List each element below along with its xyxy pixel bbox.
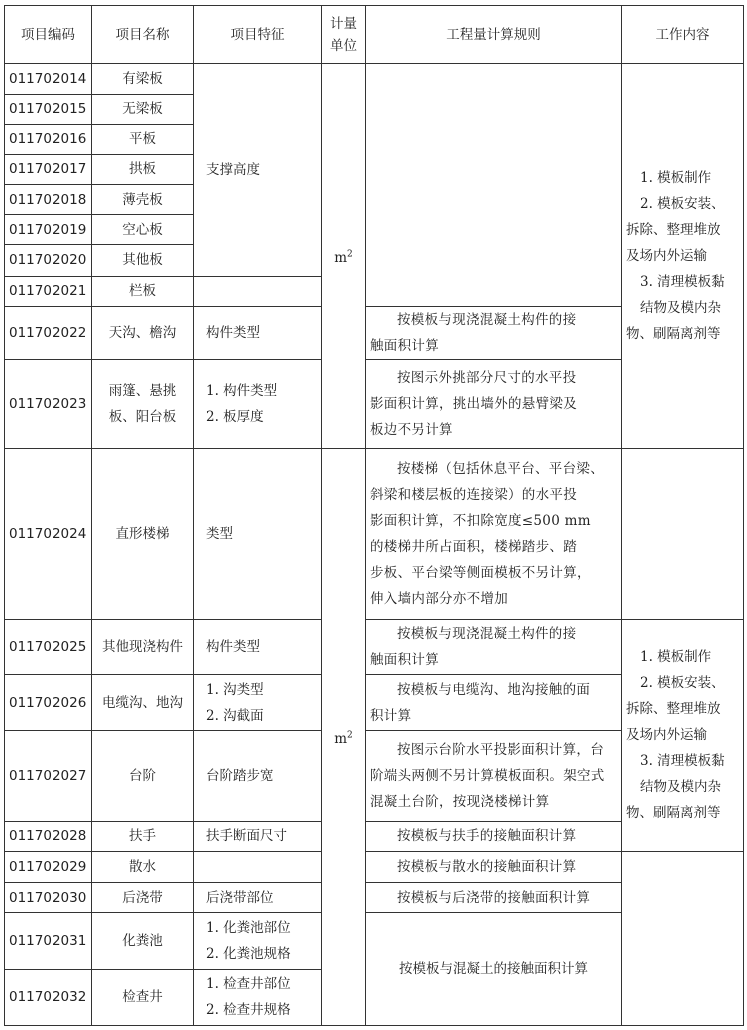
- item-code: 011702019: [5, 215, 92, 245]
- item-code: 011702024: [5, 448, 92, 619]
- item-code: 011702018: [5, 185, 92, 215]
- item-feature: 类型: [194, 448, 322, 619]
- item-name: 检查井: [92, 969, 194, 1025]
- table-row: [5, 64, 744, 94]
- work-content-line: 物、刷隔离剂等: [626, 805, 721, 822]
- item-code: 011702029: [5, 851, 92, 882]
- item-code: 011702028: [5, 821, 92, 851]
- header-unit-text: [326, 13, 361, 57]
- header-feature: 项目特征: [194, 6, 322, 64]
- work-content-line: 及场内外运输: [626, 727, 707, 744]
- rule-line: 阶端头两侧不另计算模板面积。架空式: [370, 767, 605, 784]
- rule-line: 斜梁和楼层板的连接梁）的水平投: [370, 486, 577, 503]
- work-content-line: 及场内外运输: [626, 247, 707, 264]
- work-content-line: 拆除、整理堆放: [626, 221, 721, 238]
- item-code: 011702030: [5, 883, 92, 913]
- work-empty: [622, 851, 744, 1025]
- work-empty: [622, 448, 744, 619]
- item-name: 台阶: [92, 731, 194, 822]
- item-name: 电缆沟、地沟: [92, 674, 194, 730]
- work-content-line: 2. 模板安装、: [640, 195, 725, 212]
- rule-text: [366, 448, 622, 619]
- rule-line: 板边不另计算: [370, 421, 453, 438]
- item-name: [92, 360, 194, 449]
- item-name: 无梁板: [92, 94, 194, 124]
- work-content-line: 1. 模板制作: [640, 649, 712, 666]
- rule-line: 按楼梯（包括休息平台、平台梁、: [397, 460, 604, 477]
- header-work: 工作内容: [622, 6, 744, 64]
- item-feature: [194, 360, 322, 449]
- rule-line: 按模板与散水的接触面积计算: [397, 858, 577, 875]
- work-content: [622, 619, 744, 851]
- rule-text: [366, 731, 622, 822]
- item-name: 后浇带: [92, 883, 194, 913]
- item-name: 薄壳板: [92, 185, 194, 215]
- feature-line: 2. 化粪池规格: [206, 945, 291, 962]
- rule-line: 按模板与电缆沟、地沟接触的面: [397, 681, 591, 698]
- item-code: 011702022: [5, 306, 92, 359]
- item-name: 平板: [92, 124, 194, 154]
- rule-line: 触面积计算: [370, 651, 439, 668]
- table-row: [5, 448, 744, 619]
- rule-line: 伸入墙内部分亦不增加: [370, 590, 508, 607]
- header-row: [5, 6, 744, 64]
- feature-line: 2. 沟截面: [206, 707, 264, 724]
- work-content-line: 3. 清理模板黏: [640, 273, 725, 290]
- feature-line: 1. 化粪池部位: [206, 919, 291, 936]
- rule-line: 按模板与扶手的接触面积计算: [397, 828, 577, 845]
- item-name-line: 板、阳台板: [108, 408, 177, 425]
- unit-exponent: 2: [347, 249, 353, 260]
- header-rule: 工程量计算规则: [366, 6, 622, 64]
- feature-line: 2. 板厚度: [206, 408, 264, 425]
- rule-line: 触面积计算: [370, 337, 439, 354]
- unit-text: $m^2$: [334, 249, 353, 266]
- feature-line: 1. 构件类型: [206, 382, 278, 399]
- header-code: 项目编码: [5, 6, 92, 64]
- rule-line: 按模板与现浇混凝土构件的接: [397, 625, 577, 642]
- table-row: [5, 851, 744, 882]
- item-name: 空心板: [92, 215, 194, 245]
- work-content-line: 1. 模板制作: [640, 169, 712, 186]
- item-code: 011702031: [5, 913, 92, 969]
- item-name: 天沟、檐沟: [92, 306, 194, 359]
- work-content-line: 3. 清理模板黏: [640, 753, 725, 770]
- rule-empty: [366, 64, 622, 306]
- header-name: 项目名称: [92, 6, 194, 64]
- rule-line: 积计算: [370, 707, 412, 724]
- feature-line: 2. 检查井规格: [206, 1002, 291, 1019]
- item-name: 有梁板: [92, 64, 194, 94]
- item-name: 扶手: [92, 821, 194, 851]
- rule-text: 按模板与混凝土的接触面积计算: [366, 913, 622, 1026]
- rule-text: [366, 360, 622, 449]
- item-code: 011702032: [5, 969, 92, 1025]
- unit-exponent: 2: [347, 730, 353, 741]
- item-name-line: 雨篷、悬挑: [108, 382, 177, 399]
- item-name: 其他现浇构件: [92, 619, 194, 674]
- rule-text: [366, 851, 622, 882]
- item-feature: [194, 913, 322, 969]
- item-code: 011702027: [5, 731, 92, 822]
- header-unit-line: 计量: [330, 15, 357, 32]
- rule-text: [366, 674, 622, 730]
- item-name: 散水: [92, 851, 194, 882]
- rule-text: [366, 306, 622, 359]
- item-name: 其他板: [92, 245, 194, 276]
- rule-line: 步板、平台梁等侧面模板不另计算，: [370, 564, 591, 581]
- header-unit-line: 单位: [330, 37, 357, 54]
- feature-line: 1. 沟类型: [206, 681, 264, 698]
- work-content-line: 结物及模内杂: [640, 299, 721, 316]
- item-feature: 扶手断面尺寸: [194, 821, 322, 851]
- header-unit: [322, 6, 366, 64]
- rule-text: [366, 821, 622, 851]
- item-feature: 后浇带部位: [194, 883, 322, 913]
- item-code: 011702015: [5, 94, 92, 124]
- rule-line: 按模板与现浇混凝土构件的接: [397, 311, 577, 328]
- rule-line: 的楼梯井所占面积，楼梯踏步、踏: [370, 538, 577, 555]
- item-feature: [194, 851, 322, 882]
- item-feature: [194, 969, 322, 1025]
- item-code: 011702025: [5, 619, 92, 674]
- item-name: 拱板: [92, 154, 194, 184]
- item-feature: 构件类型: [194, 619, 322, 674]
- work-content-line: 拆除、整理堆放: [626, 701, 721, 718]
- table-row: [5, 619, 744, 674]
- item-feature: 台阶踏步宽: [194, 731, 322, 822]
- unit-cell: [322, 448, 366, 1025]
- unit-text: $m^2$: [334, 730, 353, 747]
- work-content: [622, 64, 744, 448]
- work-content-line: 结物及模内杂: [640, 779, 721, 796]
- item-name: 化粪池: [92, 913, 194, 969]
- work-content-line: 物、刷隔离剂等: [626, 325, 721, 342]
- rule-line: 按图示台阶水平投影面积计算，台: [397, 741, 604, 758]
- item-code: 011702014: [5, 64, 92, 94]
- unit-cell: [322, 64, 366, 448]
- work-content-line: 2. 模板安装、: [640, 675, 725, 692]
- rule-text: [366, 619, 622, 674]
- quantity-table: [4, 5, 744, 1026]
- rule-line: 影面积计算，不扣除宽度≤500 mm: [370, 512, 591, 529]
- item-code: 011702017: [5, 154, 92, 184]
- feature-line: 1. 检查井部位: [206, 976, 291, 993]
- item-feature: [194, 674, 322, 730]
- rule-line: 按图示外挑部分尺寸的水平投: [397, 369, 577, 386]
- item-code: 011702023: [5, 360, 92, 449]
- item-code: 011702021: [5, 276, 92, 306]
- item-code: 011702020: [5, 245, 92, 276]
- item-name: 直形楼梯: [92, 448, 194, 619]
- item-feature: 构件类型: [194, 306, 322, 359]
- item-code: 011702016: [5, 124, 92, 154]
- rule-line: 影面积计算，挑出墙外的悬臂梁及: [370, 395, 577, 412]
- item-feature: 支撑高度: [194, 64, 322, 276]
- item-feature-empty: [194, 276, 322, 306]
- rule-text: [366, 883, 622, 913]
- rule-line: 按模板与后浇带的接触面积计算: [397, 889, 591, 906]
- rule-line: 混凝土台阶，按现浇楼梯计算: [370, 793, 550, 810]
- item-name: 栏板: [92, 276, 194, 306]
- item-code: 011702026: [5, 674, 92, 730]
